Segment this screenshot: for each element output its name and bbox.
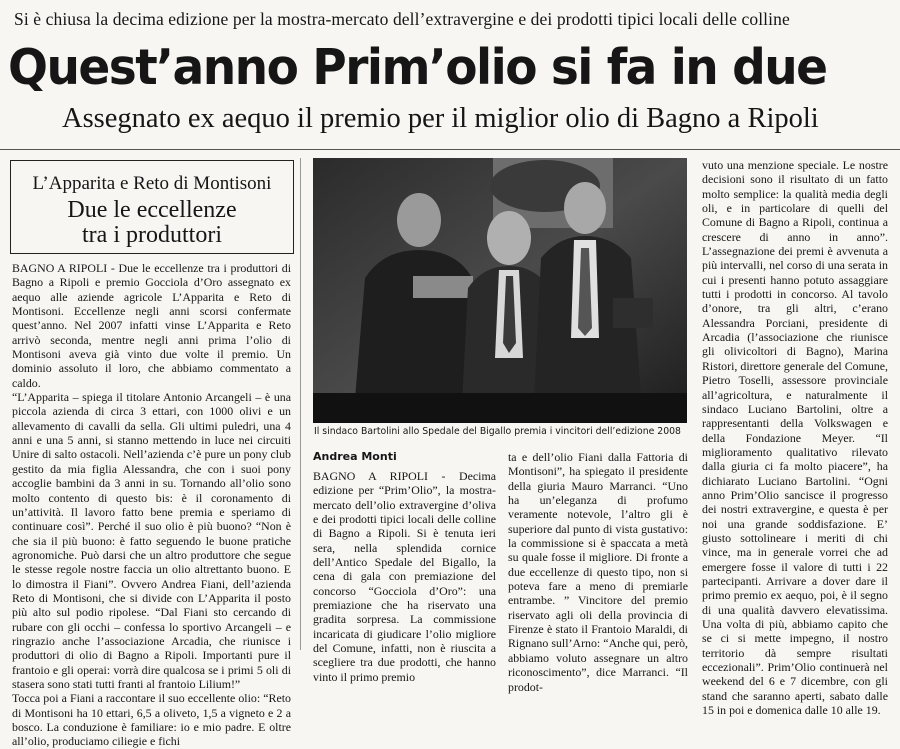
sidebar-paragraph: BAGNO A RIPOLI - Due le eccellenze tra i produttori di Bagno a Ripoli e premio Gocciola d’Oro assegnato ex aequo alle aziende agricole L’Apparita e Reto di Montisoni. Eccellenze negli anni scorsi confermate quest’anno. Nel 2007 infatti vinse L’Apparita e Reto arrivò seconda, mentre negli anni prima l’olio di Montisoni aveva già vinto due volte il premio. Un dominio assoluto il loro, che abbiamo commentato a caldo. bbox=[12, 261, 291, 390]
byline: Andrea Monti bbox=[313, 450, 397, 463]
column-divider bbox=[300, 158, 301, 650]
news-photo bbox=[313, 158, 687, 423]
article-paragraph: ta e dell’olio Fiani dalla Fattoria di Montisoni”, ha spiegato il presidente della giuria Mauro Marranci. “Uno ha un’eleganza di profumo veramente notevole, l’altro gli è superiore dal punto di vista gustativo: la commissione si è spaccata a metà su quale fosse il migliore. Di fronte a due eccellenze di questo tipo, non si poteva fare a meno di premiarle entrambe. ” Vincitore del premio riservato agli oli della provincia di Firenze è stato il Frantoio Maraldi, di Rignano sull’Arno: “Anche qui, però, abbiamo voluto assegnare un altro riconoscimento”, dice Marranci. “Il prodot- bbox=[508, 450, 688, 694]
article-column-3 bbox=[702, 158, 888, 718]
sidebar-paragraph: “L’Apparita – spiega il titolare Antonio Arcangeli – è una piccola azienda di circa 3 ettari, con 1000 olivi e un allevamento di cavalli da sella. Gli ultimi puledri, una 4 anni e una 5 anni, si stanno mettendo in luce nei circuiti Unire di salto ostacoli. Nell’azienda c’è pure un pony club gestito da mia figlia Alessandra, che con i suoi pony accoglie bambini da 3 anni in su. Tornando all’olio sono molto contento di questo bis: è il coronamento di un’attività. Il lavoro fatto bene premia e speriamo di continuare così”. Perché il suo olio è più buono? “Non è che sia il più buono: è fatto seguendo le buone pratiche agronomiche. Può darsi che un altro produttore che segue le stesse regole nostre faccia un olio altrettanto buono. E lo dimostra il Fiani”. Ovvero Andrea Fiani, dell’azienda Reto di Montisoni, che si divide con L’Apparita il posto più alto sul podio ripolese. “Dal Fiani sto cercando di rubare con gli occhi – confessa lo sportivo Arcangeli – e ringrazio anche l’associazione Arcadia, che riunisce i produttori di olio di Bagno a Ripoli. Importanti pure il frantoio e gli operai: vorrà dire qualcosa se i primi 5 oli di stasera sono stati tutti franti al frantoio Lilium!” bbox=[12, 390, 291, 691]
kicker: Si è chiusa la decima edizione per la mostra-mercato dell’extravergine e dei prodotti tipici locali delle colline bbox=[14, 9, 790, 29]
headline: Quest’anno Prim’olio si fa in due bbox=[8, 39, 827, 96]
sidebar-title: L’Apparita e Reto di Montisoni bbox=[32, 173, 272, 194]
article-paragraph: BAGNO A RIPOLI - Decima edizione per “Prim’Olio”, la mostra-mercato dell’olio extravergine d’oliva e dei prodotti tipici locali delle colline di Bagno a Ripoli. Si è tenuta ieri sera, nella splendida cornice dell’Antico Spedale del Bigallo, la cena di gala con premiazione del concorso “Gocciola d’Oro”: una premiazione che ha riservato una gradita sorpresa. La commissione incaricata di giudicare l’olio migliore del Comune, infatti, non è riuscita a scegliere tra due prodotti, che hanno vinto il primo premio bbox=[313, 469, 496, 684]
sidebar-subtitle bbox=[11, 198, 293, 248]
article-column-1 bbox=[313, 469, 496, 684]
sidebar-paragraph: Tocca poi a Fiani a raccontare il suo eccellente olio: “Reto di Montisoni ha 10 ettari, 6,5 a oliveto, 1,5 a vigneto e 2 a bosco. La conduzione è familiare: io e mio padre. E oltre all’olio, produciamo ciliegie e fichi bbox=[12, 691, 291, 749]
subheadline: Assegnato ex aequo il premio per il miglior olio di Bagno a Ripoli bbox=[62, 103, 819, 134]
header-rule bbox=[0, 149, 900, 150]
sidebar-subtitle-line1: Due le eccellenze bbox=[67, 197, 237, 223]
article-column-2 bbox=[508, 450, 688, 694]
award-ceremony-photo bbox=[313, 158, 687, 423]
article-paragraph: vuto una menzione speciale. Le nostre decisioni sono il risultato di un fatto molto semplice: la qualità media degli oli, e in particolare di quelli del Comune di Bagno a Ripoli, continua a crescere di anno in anno”. L’assegnazione dei premi è avvenuta a più intervalli, nel corso di una serata in cui i presenti hanno potuto assaggiare tutti i prodotti in concorso. Al tavolo d’onore, tra gli altri, c’erano Alessandra Porciani, presidente di Arcadia (l’associazione che riunisce gli olivicoltori di Bagno), Marina Ristori, direttore generale del Comune, Pietro Toselli, assessore provinciale all’agricoltura, e naturalmente il sindaco Luciano Bartolini, oltre a rappresentanti della Volkswagen e della Fondazione Meyer. “Il miglioramento qualitativo rilevato dalla giuria ci fa molto piacere”, ha dichiarato Luciano Bartolini. “Ogni anno Prim’Olio sancisce il progresso dei nostri extravergine, e questa è per noi una grande soddisfazione. E’ giusto sottolineare i meriti di chi vince, ma in generale vorrei che ad emergere fosse il valore di tutti i 22 partecipanti. Arrivare a dover dare il primo premio ex aequo, poi, è il segno di una qualità davvero elevatissima. Una volta di più, abbiamo capito che se ci si mette impegno, il nostro territorio dà sempre risultati eccezionali”. Prim’Olio continuerà nel weekend del 6 e 7 dicembre, con gli stand che saranno aperti, sabato dalle 15 in poi e domenica dalle 10 alle 19. bbox=[702, 158, 888, 718]
sidebar-title-box bbox=[10, 160, 294, 254]
photo-caption: Il sindaco Bartolini allo Spedale del Bigallo premia i vincitori dell’edizione 2008 bbox=[314, 426, 681, 437]
sidebar-body bbox=[12, 261, 291, 749]
sidebar-subtitle-line2: tra i produttori bbox=[82, 222, 222, 248]
